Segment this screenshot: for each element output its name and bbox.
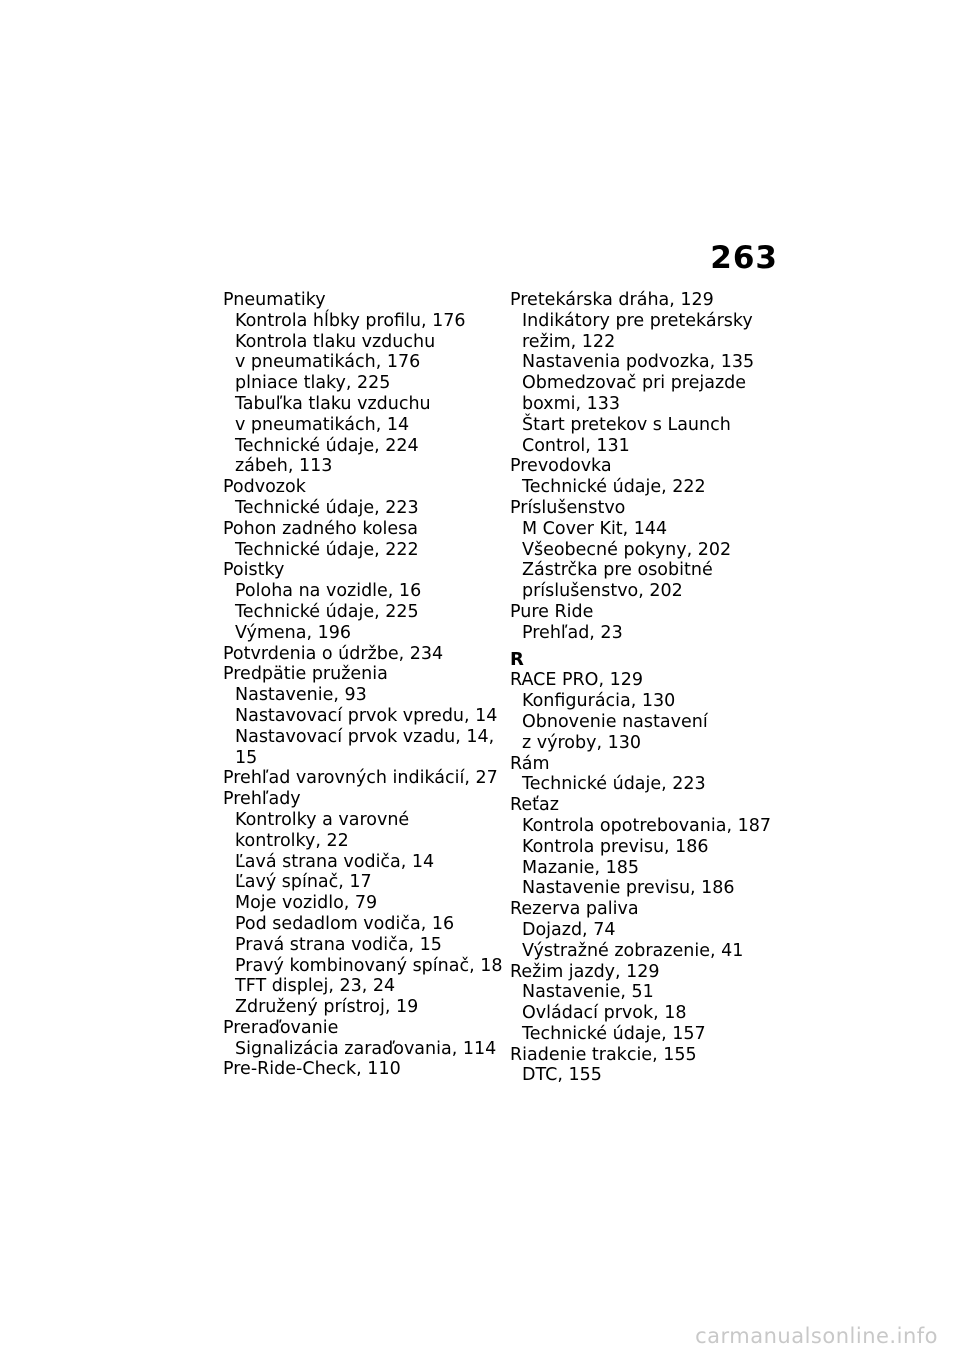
index-subentry: DTC, 155 (522, 1065, 602, 1086)
index-entry: Pohon zadného kolesa (223, 518, 419, 539)
index-subentry: Kontrola opotrebovania, 187 (522, 815, 771, 836)
index-entry: Predpätie pruženia (223, 664, 388, 685)
index-subentry: režim, 122 (522, 331, 616, 352)
index-entry: Preraďovanie (223, 1017, 339, 1038)
index-entry: Rezerva paliva (510, 899, 639, 920)
index-section-letter: R (510, 648, 524, 670)
index-subentry: v pneumatikách, 176 (235, 352, 421, 373)
index-subentry: Ľavá strana vodiča, 14 (235, 851, 435, 872)
index-subentry: z výroby, 130 (522, 732, 641, 753)
index-subentry: Konfigurácia, 130 (522, 691, 676, 712)
index-subentry: Nastavovací prvok vpredu, 14 (235, 705, 498, 726)
index-entry: Podvozok (223, 477, 306, 498)
index-entry: Pure Ride (510, 601, 594, 622)
index-subentry: M Cover Kit, 144 (522, 518, 668, 539)
index-subentry: Združený prístroj, 19 (235, 997, 419, 1018)
index-subentry: Technické údaje, 225 (235, 601, 419, 622)
index-entry: Pneumatiky (223, 290, 326, 310)
index-entry: Režim jazdy, 129 (510, 961, 660, 982)
index-subentry: Tabuľka tlaku vzduchu (235, 393, 431, 414)
index-subentry: Výmena, 196 (235, 622, 352, 643)
index-subentry: Poloha na vozidle, 16 (235, 581, 422, 602)
index-entry: Prehľad varovných indikácií, 27 (223, 768, 498, 789)
watermark: carmanualsonline.info (695, 1324, 938, 1348)
index-entry: Potvrdenia o údržbe, 234 (223, 643, 444, 664)
index-subentry: Kontrola hĺbky profilu, 176 (235, 310, 466, 331)
index-subentry: Pravá strana vodiča, 15 (235, 934, 442, 955)
index-entry: Príslušenstvo (510, 497, 626, 518)
index-entry: Rám (510, 753, 550, 774)
index-subentry: Nastavovací prvok vzadu, 14, (235, 726, 495, 747)
index-entry: Riadenie trakcie, 155 (510, 1044, 697, 1065)
index-subentry: Indikátory pre pretekársky (522, 310, 753, 331)
index-subentry: zábeh, 113 (235, 456, 333, 477)
index-subentry: príslušenstvo, 202 (522, 581, 683, 602)
index-entry: Prevodovka (510, 456, 612, 477)
index-subentry: plniace tlaky, 225 (235, 373, 391, 394)
index-subentry: Ovládací prvok, 18 (522, 1003, 687, 1024)
index-subentry: Technické údaje, 222 (522, 477, 706, 498)
index-subentry: Moje vozidlo, 79 (235, 893, 378, 914)
index-entry: RACE PRO, 129 (510, 670, 643, 691)
index-subentry: Nastavenie, 51 (522, 982, 654, 1003)
index-subentry: Ľavý spínač, 17 (235, 872, 372, 893)
index-subentry: Štart pretekov s Launch (522, 414, 731, 435)
index-subentry: TFT displej, 23, 24 (235, 976, 396, 997)
index-subentry: Technické údaje, 223 (235, 497, 419, 518)
index-column-left (223, 290, 513, 1080)
index-subentry: Kontrola previsu, 186 (522, 836, 709, 857)
index-column-right (510, 290, 800, 1086)
index-entry: Poistky (223, 560, 285, 581)
index-subentry: Kontrolky a varovné (235, 809, 410, 830)
index-subentry: Pod sedadlom vodiča, 16 (235, 913, 455, 934)
index-subentry: Všeobecné pokyny, 202 (522, 539, 732, 560)
index-subentry: Technické údaje, 157 (522, 1023, 706, 1044)
index-subentry: Pravý kombinovaný spínač, 18 (235, 955, 503, 976)
index-subentry: Technické údaje, 223 (522, 774, 706, 795)
index-subentry: Signalizácia zaraďovania, 114 (235, 1038, 497, 1059)
index-subentry: Nastavenie, 93 (235, 685, 367, 706)
index-subentry: kontrolky, 22 (235, 830, 349, 851)
index-subentry: Technické údaje, 222 (235, 539, 419, 560)
index-entry: Pretekárska dráha, 129 (510, 290, 714, 310)
index-subentry: Obnovenie nastavení (522, 711, 708, 732)
index-subentry: boxmi, 133 (522, 393, 621, 414)
index-subentry: Mazanie, 185 (522, 857, 639, 878)
index-subentry: Výstražné zobrazenie, 41 (522, 940, 744, 961)
index-subentry: Zástrčka pre osobitné (522, 560, 713, 581)
index-subentry: Nastavenie previsu, 186 (522, 878, 735, 899)
index-subentry: Kontrola tlaku vzduchu (235, 331, 436, 352)
index-subentry: Obmedzovač pri prejazde (522, 373, 747, 394)
index-subentry: 15 (235, 747, 258, 768)
index-subentry: Nastavenia podvozka, 135 (522, 352, 755, 373)
index-entry: Reťaz (510, 795, 559, 816)
index-subentry: Control, 131 (522, 435, 630, 456)
index-subentry: Dojazd, 74 (522, 919, 616, 940)
index-subentry: Technické údaje, 224 (235, 435, 419, 456)
index-entry: Prehľady (223, 789, 301, 810)
index-subentry: Prehľad, 23 (522, 622, 623, 643)
index-subentry: v pneumatikách, 14 (235, 414, 410, 435)
page-number: 263 (710, 240, 778, 276)
index-entry: Pre-Ride-Check, 110 (223, 1059, 401, 1080)
